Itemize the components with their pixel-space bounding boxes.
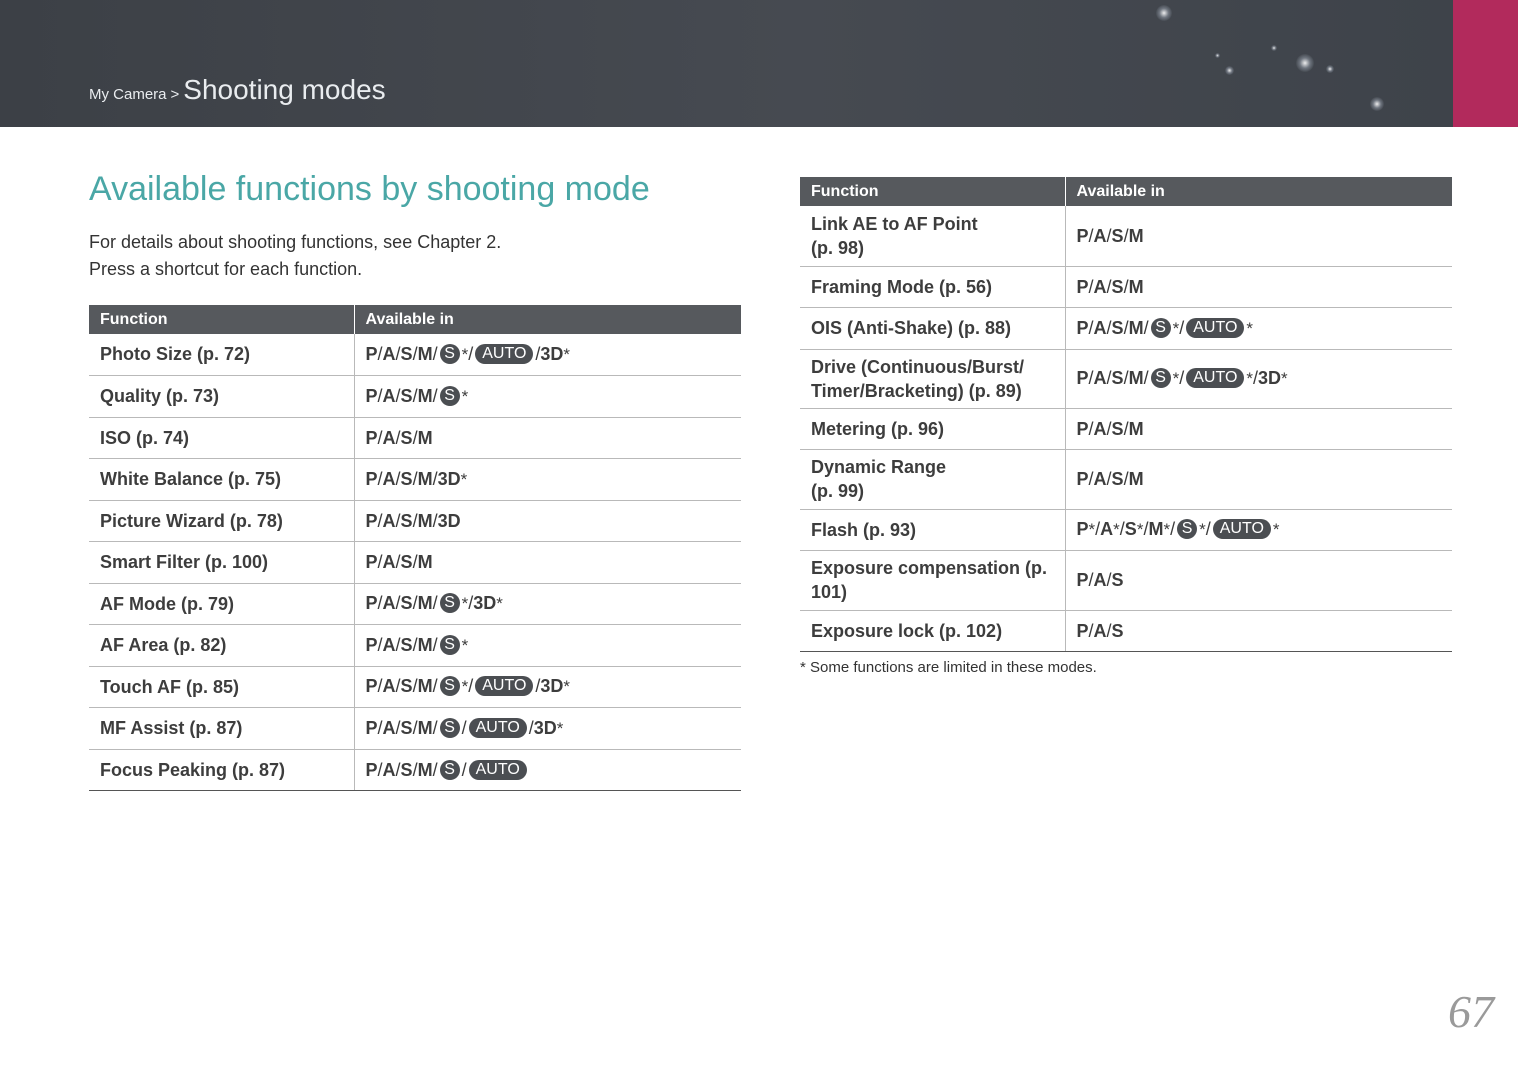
available-modes [354, 458, 741, 500]
mode-a-icon: A [1093, 469, 1107, 489]
asterisk-mark: * [461, 344, 469, 364]
mode-separator: / [395, 552, 401, 572]
function-name: Dynamic Range (p. 99) [800, 449, 1065, 509]
mode-separator: / [395, 676, 401, 696]
breadcrumb-current: Shooting modes [183, 74, 386, 105]
breadcrumb [89, 74, 386, 106]
available-modes [354, 375, 741, 417]
sparkle-decoration [1271, 45, 1277, 51]
sparkle-decoration [1296, 54, 1314, 72]
function-name: Framing Mode (p. 56) [800, 266, 1065, 307]
mode-separator: / [432, 468, 438, 489]
mode-separator: / [1095, 519, 1101, 539]
mode-a-icon: A [382, 510, 396, 531]
mode-s-icon: S [400, 634, 413, 655]
available-modes [354, 707, 741, 749]
mode-separator: / [535, 343, 541, 364]
auto-mode-icon: AUTO [1213, 519, 1271, 539]
available-modes [354, 624, 741, 666]
mode-separator: / [528, 717, 534, 738]
mode-s-icon: S [1111, 620, 1124, 641]
mode-3d-icon: 3D [540, 343, 564, 364]
mode-separator: / [1123, 368, 1129, 388]
available-modes [1065, 266, 1452, 307]
table-row [800, 449, 1452, 509]
table-row [89, 541, 741, 583]
mode-separator: / [432, 385, 438, 406]
mode-3d-icon: 3D [437, 468, 461, 489]
table-row [89, 666, 741, 707]
mode-p-icon: P [1076, 620, 1089, 641]
mode-separator: / [395, 634, 401, 655]
mode-separator: / [412, 717, 418, 738]
column-header-available-in: Available in [1065, 177, 1452, 206]
mode-separator: / [1088, 570, 1094, 590]
mode-separator: / [395, 468, 401, 489]
asterisk-mark: * [461, 677, 469, 696]
mode-a-icon: A [1100, 519, 1114, 539]
breadcrumb-separator: > [170, 86, 180, 103]
mode-separator: / [395, 510, 401, 531]
mode-separator: / [412, 676, 418, 696]
table-row [800, 206, 1452, 266]
table-row [89, 500, 741, 541]
auto-mode-icon: AUTO [469, 760, 527, 780]
auto-mode-icon: AUTO [1186, 368, 1244, 388]
function-name: Touch AF (p. 85) [89, 666, 354, 707]
mode-separator: / [1123, 317, 1129, 338]
mode-3d-icon: 3D [540, 676, 564, 696]
mode-separator: / [1123, 225, 1129, 246]
mode-a-icon: A [1093, 620, 1107, 641]
function-name: Quality (p. 73) [89, 375, 354, 417]
mode-separator: / [432, 676, 438, 696]
table-row [89, 749, 741, 790]
mode-separator: / [432, 510, 438, 531]
table-row [800, 550, 1452, 610]
asterisk-mark: * [556, 718, 564, 738]
mode-s-icon: S [1111, 276, 1124, 297]
asterisk-mark: * [1136, 520, 1144, 539]
mode-separator: / [412, 759, 418, 780]
mode-m-icon: M [1128, 317, 1144, 338]
mode-separator: / [412, 343, 418, 364]
mode-separator: / [535, 676, 541, 696]
mode-p-icon: P [1076, 317, 1089, 338]
mode-s-icon: S [400, 759, 413, 780]
mode-separator: / [468, 676, 474, 696]
auto-mode-icon: AUTO [469, 718, 527, 738]
mode-m-icon: M [417, 634, 433, 655]
page-header [0, 0, 1453, 127]
column-header-function: Function [89, 305, 354, 334]
mode-3d-icon: 3D [473, 593, 497, 613]
mode-3d-icon: 3D [1258, 368, 1282, 388]
intro-line: For details about shooting functions, see Chapter 2. [89, 232, 502, 252]
table-row [89, 417, 741, 458]
asterisk-mark: * [1172, 318, 1180, 338]
asterisk-mark: * [1172, 369, 1180, 388]
mode-s-icon: S [400, 468, 413, 489]
asterisk-mark: * [496, 594, 503, 613]
available-modes [354, 583, 741, 624]
mode-separator: / [395, 427, 401, 448]
available-modes [354, 749, 741, 790]
mode-m-icon: M [1148, 519, 1164, 539]
table-row [89, 624, 741, 666]
mode-s-icon: S [400, 552, 413, 572]
mode-separator: / [1106, 620, 1112, 641]
available-modes [1065, 349, 1452, 408]
asterisk-mark: * [563, 344, 571, 364]
mode-s-icon: S [400, 717, 413, 738]
function-name: Focus Peaking (p. 87) [89, 749, 354, 790]
mode-separator: / [412, 385, 418, 406]
asterisk-mark: * [1199, 520, 1206, 539]
page-number: 67 [1448, 986, 1494, 1037]
functions-table-left [89, 305, 741, 791]
mode-3d-icon: 3D [533, 717, 557, 738]
column-header-function: Function [800, 177, 1065, 206]
mode-separator: / [1106, 276, 1112, 297]
smart-mode-icon: S [440, 760, 460, 780]
asterisk-mark: * [461, 635, 469, 655]
mode-p-icon: P [1076, 519, 1089, 539]
mode-separator: / [461, 717, 467, 738]
table-row [800, 408, 1452, 449]
intro-line: Press a shortcut for each function. [89, 259, 363, 279]
auto-mode-icon: AUTO [1186, 318, 1244, 338]
available-modes [1065, 509, 1452, 550]
sparkle-decoration [1225, 66, 1234, 75]
mode-a-icon: A [1093, 418, 1107, 439]
smart-mode-icon: S [440, 593, 460, 613]
available-modes [1065, 449, 1452, 509]
mode-separator: / [1205, 519, 1211, 539]
mode-a-icon: A [1093, 570, 1107, 590]
mode-m-icon: M [417, 552, 433, 572]
mode-s-icon: S [1111, 418, 1124, 439]
table-header-row [800, 177, 1452, 206]
table-row [800, 610, 1452, 651]
function-name: Link AE to AF Point (p. 98) [800, 206, 1065, 266]
mode-separator: / [412, 427, 418, 448]
mode-m-icon: M [417, 343, 433, 364]
asterisk-mark: * [1272, 520, 1280, 539]
mode-separator: / [468, 593, 474, 613]
auto-mode-icon: AUTO [475, 344, 533, 364]
function-name: OIS (Anti-Shake) (p. 88) [800, 307, 1065, 349]
smart-mode-icon: S [440, 718, 460, 738]
mode-a-icon: A [1093, 225, 1107, 246]
mode-m-icon: M [1128, 276, 1144, 297]
function-name: Smart Filter (p. 100) [89, 541, 354, 583]
mode-separator: / [1106, 368, 1112, 388]
mode-s-icon: S [1111, 317, 1124, 338]
smart-mode-icon: S [440, 344, 460, 364]
mode-a-icon: A [382, 468, 396, 489]
mode-s-icon: S [1111, 368, 1124, 388]
table-row [89, 583, 741, 624]
mode-s-icon: S [400, 510, 413, 531]
smart-mode-icon: S [1177, 519, 1197, 539]
mode-separator: / [1119, 519, 1125, 539]
mode-p-icon: P [1076, 469, 1089, 489]
available-modes [1065, 610, 1452, 651]
mode-p-icon: P [1076, 368, 1089, 388]
mode-separator: / [412, 552, 418, 572]
mode-separator: / [1088, 276, 1094, 297]
mode-s-icon: S [1111, 469, 1124, 489]
asterisk-mark: * [461, 594, 469, 613]
mode-p-icon: P [365, 343, 378, 364]
mode-a-icon: A [382, 717, 396, 738]
asterisk-mark: * [1246, 369, 1254, 388]
mode-separator: / [1123, 276, 1129, 297]
asterisk-mark: * [1163, 520, 1171, 539]
table-row [800, 509, 1452, 550]
mode-p-icon: P [365, 759, 378, 780]
table-row [89, 375, 741, 417]
mode-m-icon: M [417, 717, 433, 738]
mode-separator: / [1088, 368, 1094, 388]
table-row [800, 349, 1452, 408]
mode-a-icon: A [382, 593, 396, 613]
asterisk-mark: * [460, 469, 468, 489]
asterisk-mark: * [1246, 318, 1254, 338]
mode-s-icon: S [400, 385, 413, 406]
sparkle-decoration [1156, 5, 1172, 21]
mode-m-icon: M [417, 427, 433, 448]
function-name: Drive (Continuous/Burst/ Timer/Bracketing) (p. 89) [800, 349, 1065, 408]
mode-separator: / [461, 759, 467, 780]
mode-p-icon: P [365, 385, 378, 406]
sparkle-decoration [1370, 97, 1384, 111]
mode-separator: / [432, 593, 438, 613]
mode-separator: / [377, 593, 383, 613]
mode-a-icon: A [382, 343, 396, 364]
mode-separator: / [377, 634, 383, 655]
mode-separator: / [395, 717, 401, 738]
mode-separator: / [1088, 317, 1094, 338]
mode-s-icon: S [1111, 225, 1124, 246]
mode-s-icon: S [1111, 570, 1124, 590]
mode-separator: / [412, 634, 418, 655]
mode-p-icon: P [365, 717, 378, 738]
mode-p-icon: P [1076, 418, 1089, 439]
mode-separator: / [395, 385, 401, 406]
mode-separator: / [1143, 368, 1149, 388]
mode-m-icon: M [1128, 469, 1144, 489]
mode-separator: / [377, 552, 383, 572]
function-name: AF Mode (p. 79) [89, 583, 354, 624]
function-name: White Balance (p. 75) [89, 458, 354, 500]
table-row [89, 707, 741, 749]
mode-separator: / [1179, 368, 1185, 388]
mode-separator: / [377, 510, 383, 531]
function-name: Exposure lock (p. 102) [800, 610, 1065, 651]
mode-s-icon: S [1124, 519, 1137, 539]
mode-p-icon: P [365, 634, 378, 655]
available-modes [354, 666, 741, 707]
mode-separator: / [1106, 469, 1112, 489]
mode-p-icon: P [365, 552, 378, 572]
mode-separator: / [1179, 317, 1185, 338]
mode-a-icon: A [1093, 276, 1107, 297]
table-header-row [89, 305, 741, 334]
mode-p-icon: P [365, 427, 378, 448]
mode-p-icon: P [365, 468, 378, 489]
mode-separator: / [377, 385, 383, 406]
mode-m-icon: M [1128, 418, 1144, 439]
mode-a-icon: A [1093, 368, 1107, 388]
sparkle-decoration [1326, 65, 1334, 73]
intro-text [89, 229, 501, 283]
function-name: Exposure compensation (p. 101) [800, 550, 1065, 610]
mode-separator: / [1106, 570, 1112, 590]
function-name: MF Assist (p. 87) [89, 707, 354, 749]
available-modes [354, 541, 741, 583]
mode-m-icon: M [417, 759, 433, 780]
mode-separator: / [1106, 317, 1112, 338]
mode-s-icon: S [400, 676, 413, 696]
mode-separator: / [412, 468, 418, 489]
mode-separator: / [412, 593, 418, 613]
mode-separator: / [432, 343, 438, 364]
available-modes [1065, 408, 1452, 449]
mode-p-icon: P [365, 593, 378, 613]
mode-separator: / [377, 343, 383, 364]
mode-separator: / [1253, 368, 1259, 388]
mode-a-icon: A [382, 385, 396, 406]
mode-a-icon: A [382, 552, 396, 572]
table-row [800, 266, 1452, 307]
mode-separator: / [432, 634, 438, 655]
mode-s-icon: S [400, 593, 413, 613]
function-name: Flash (p. 93) [800, 509, 1065, 550]
mode-separator: / [377, 676, 383, 696]
available-modes [354, 334, 741, 375]
breadcrumb-parent: My Camera [89, 86, 167, 103]
available-modes [1065, 550, 1452, 610]
smart-mode-icon: S [440, 635, 460, 655]
mode-separator: / [1123, 469, 1129, 489]
mode-s-icon: S [400, 343, 413, 364]
function-name: Metering (p. 96) [800, 408, 1065, 449]
smart-mode-icon: S [440, 386, 460, 406]
mode-separator: / [1088, 225, 1094, 246]
mode-p-icon: P [1076, 276, 1089, 297]
mode-separator: / [412, 510, 418, 531]
mode-m-icon: M [1128, 368, 1144, 388]
mode-a-icon: A [382, 759, 396, 780]
available-modes [354, 417, 741, 458]
smart-mode-icon: S [440, 676, 460, 696]
mode-separator: / [395, 343, 401, 364]
mode-p-icon: P [1076, 225, 1089, 246]
mode-separator: / [432, 717, 438, 738]
mode-separator: / [432, 759, 438, 780]
smart-mode-icon: S [1151, 318, 1171, 338]
mode-a-icon: A [1093, 317, 1107, 338]
table-row [89, 458, 741, 500]
mode-m-icon: M [417, 593, 433, 613]
function-name: Photo Size (p. 72) [89, 334, 354, 375]
mode-a-icon: A [382, 634, 396, 655]
asterisk-mark: * [1281, 369, 1288, 388]
mode-s-icon: S [400, 427, 413, 448]
asterisk-mark: * [461, 386, 469, 406]
sparkle-decoration [1215, 53, 1220, 58]
column-header-available-in: Available in [354, 305, 741, 334]
mode-separator: / [1088, 620, 1094, 641]
asterisk-mark: * [563, 677, 571, 696]
footnote: * Some functions are limited in these modes. [800, 659, 1097, 676]
mode-separator: / [1143, 317, 1149, 338]
mode-m-icon: M [417, 468, 433, 489]
mode-separator: / [395, 593, 401, 613]
mode-separator: / [377, 427, 383, 448]
asterisk-mark: * [1113, 520, 1120, 539]
header-accent-block [1453, 0, 1518, 127]
mode-separator: / [1088, 418, 1094, 439]
mode-m-icon: M [417, 510, 433, 531]
available-modes [1065, 307, 1452, 349]
mode-a-icon: A [382, 676, 396, 696]
auto-mode-icon: AUTO [475, 676, 533, 696]
mode-separator: / [377, 468, 383, 489]
mode-separator: / [395, 759, 401, 780]
mode-separator: / [1143, 519, 1149, 539]
functions-table-right [800, 177, 1452, 652]
mode-3d-icon: 3D [437, 510, 461, 531]
table-row [800, 307, 1452, 349]
mode-p-icon: P [365, 510, 378, 531]
mode-separator: / [377, 717, 383, 738]
mode-m-icon: M [1128, 225, 1144, 246]
mode-separator: / [1123, 418, 1129, 439]
mode-a-icon: A [382, 427, 396, 448]
table-row [89, 334, 741, 375]
smart-mode-icon: S [1151, 368, 1171, 388]
mode-separator: / [1106, 418, 1112, 439]
mode-separator: / [1088, 469, 1094, 489]
function-name: AF Area (p. 82) [89, 624, 354, 666]
function-name: Picture Wizard (p. 78) [89, 500, 354, 541]
mode-separator: / [1170, 519, 1176, 539]
mode-separator: / [468, 343, 474, 364]
available-modes [354, 500, 741, 541]
available-modes [1065, 206, 1452, 266]
mode-separator: / [377, 759, 383, 780]
mode-p-icon: P [365, 676, 378, 696]
asterisk-mark: * [1088, 520, 1096, 539]
function-name: ISO (p. 74) [89, 417, 354, 458]
mode-p-icon: P [1076, 570, 1089, 590]
page-title: Available functions by shooting mode [89, 170, 650, 208]
mode-m-icon: M [417, 676, 433, 696]
mode-m-icon: M [417, 385, 433, 406]
mode-separator: / [1106, 225, 1112, 246]
